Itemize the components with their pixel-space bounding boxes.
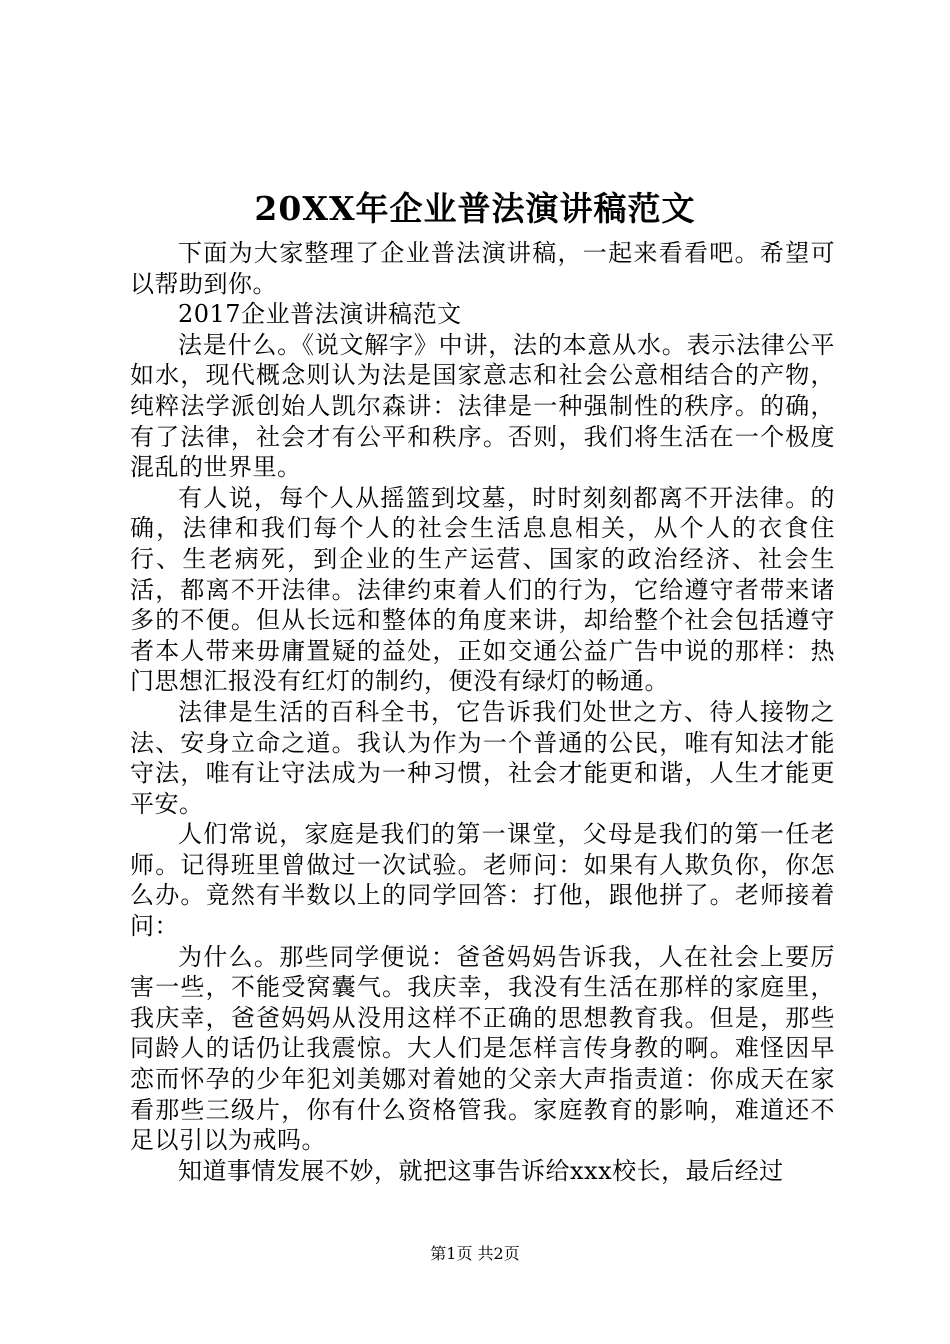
paragraph-principal: 知道事情发展不妙，就把这事告诉给xxx校长，最后经过: [178, 1156, 784, 1185]
paragraph-family-classroom: 人们常说，家庭是我们的第一课堂，父母是我们的第一任老师。记得班里曾做过一次试验。老师问：如果有人欺负你，你怎么办。竟然有半数以上的同学回答：打他，跟他拼了。老师接着问：: [130, 820, 835, 941]
paragraph-intro: 下面为大家整理了企业普法演讲稿，一起来看看吧。希望可以帮助到你。: [130, 239, 835, 298]
paragraph-what-is-law: 法是什么。《说文解字》中讲，法的本意从水。表示法律公平如水，现代概念则认为法是国家意志和社会公意相结合的产物，纯粹法学派创始人凯尔森讲：法律是一种强制性的秩序。的确，有了法律，社会才有公平和秩序。否则，我们将生活在一个极度混乱的世界里。: [130, 330, 835, 482]
paragraph-cradle-to-grave: 有人说，每个人从摇篮到坟墓，时时刻刻都离不开法律。的确，法律和我们每个人的社会生活息息相关，从个人的衣食住行、生老病死，到企业的生产运营、国家的政治经济、社会生活，都离不开法律。法律约束着人们的行为，它给遵守者带来诸多的不便。但从长远和整体的角度来讲，却给整个社会包括遵守者本人带来毋庸置疑的益处，正如交通公益广告中说的那样：热门思想汇报没有红灯的制约，便没有绿灯的畅通。: [130, 483, 835, 696]
document-body: [130, 238, 835, 1186]
page-number-footer: 第1页 共2页: [430, 1244, 520, 1263]
paragraph-subtitle: 2017企业普法演讲稿范文: [178, 300, 462, 329]
paragraph-encyclopedia: 法律是生活的百科全书，它告诉我们处世之方、待人接物之法、安身立命之道。我认为作为一个普通的公民，唯有知法才能守法，唯有让守法成为一种习惯，社会才能更和谐，人生才能更平安。: [130, 697, 835, 818]
document-title: 20XX年企业普法演讲稿范文: [254, 189, 696, 228]
paragraph-why: 为什么。那些同学便说：爸爸妈妈告诉我，人在社会上要厉害一些，不能受窝囊气。我庆幸，我没有生活在那样的家庭里，我庆幸，爸爸妈妈从没用这样不正确的思想教育我。但是，那些同龄人的话仍让我震惊。大人们是怎样言传身教的啊。难怪因早恋而怀孕的少年犯刘美娜对着她的父亲大声指责道：你成天在家看那些三级片，你有什么资格管我。家庭教育的影响，难道还不足以引以为戒吗。: [130, 942, 835, 1155]
